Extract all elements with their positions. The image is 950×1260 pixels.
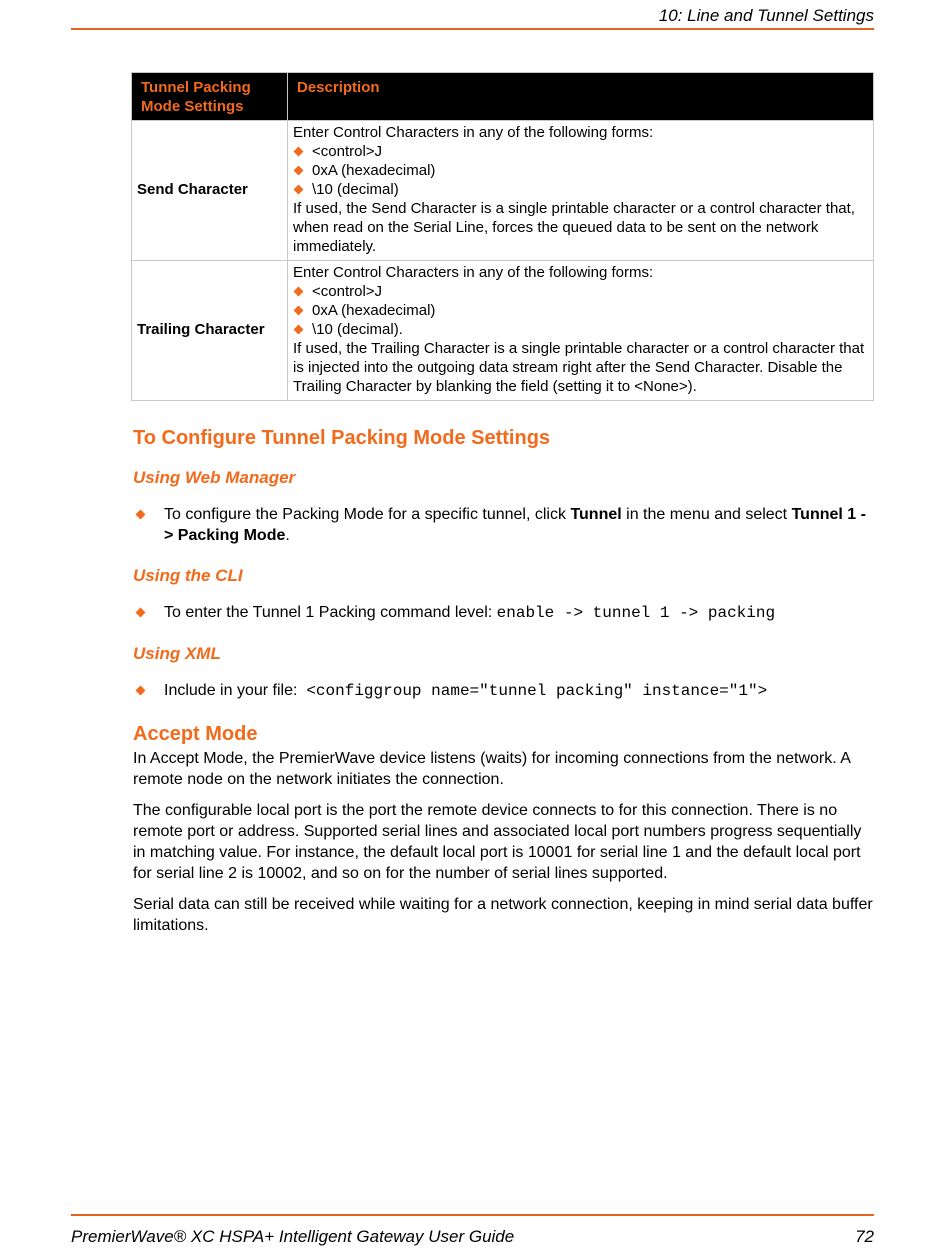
- table-header-row: [132, 73, 874, 121]
- cli-step: [133, 602, 874, 624]
- menu-tunnel: Tunnel: [570, 506, 622, 523]
- web-manager-heading: Using Web Manager: [133, 468, 296, 487]
- xml-code: <configgroup name="tunnel packing" instance="1">: [306, 682, 768, 700]
- step-text: in the menu and select: [621, 506, 792, 523]
- accept-paragraph-3: Serial data can still be received while waiting for a network connection, keeping in mind serial data buffer limitations.: [133, 896, 873, 934]
- page-number: 72: [855, 1227, 874, 1246]
- step-text: Include in your file:: [164, 682, 302, 699]
- web-manager-step: [133, 504, 874, 546]
- main-content: [133, 424, 874, 946]
- menu-path: Tunnel 1 -> Packing Mode: [164, 506, 866, 544]
- step-text: .: [285, 527, 290, 544]
- diamond-bullet-icon: [136, 510, 146, 520]
- header-rule: [71, 28, 874, 30]
- list-item-text: \10 (decimal): [312, 181, 399, 198]
- cli-heading: Using the CLI: [133, 566, 243, 585]
- chapter-header: 10: Line and Tunnel Settings: [658, 6, 874, 25]
- list-item: [293, 142, 868, 161]
- table-header-description: Description: [288, 73, 874, 121]
- diamond-bullet-icon: [294, 306, 304, 316]
- accept-mode-heading: Accept Mode: [133, 723, 258, 745]
- cli-command: enable -> tunnel 1 -> packing: [496, 604, 776, 622]
- diamond-bullet-icon: [294, 287, 304, 297]
- forms-list: [293, 142, 868, 199]
- setting-name: Trailing Character: [132, 261, 288, 401]
- list-item: [293, 161, 868, 180]
- step-text: To configure the Packing Mode for a specific tunnel, click: [164, 506, 571, 523]
- diamond-bullet-icon: [294, 166, 304, 176]
- list-item-text: <control>J: [312, 143, 383, 160]
- description-text: If used, the Send Character is a single printable character or a control character that, when read on the Serial Line, forces the queued data to be sent on the network immediately.: [293, 200, 855, 255]
- configure-heading: To Configure Tunnel Packing Mode Settings: [133, 427, 551, 449]
- diamond-bullet-icon: [136, 608, 146, 618]
- list-item-text: \10 (decimal).: [312, 321, 403, 338]
- table-header-setting: Tunnel Packing Mode Settings: [132, 73, 288, 121]
- list-item-text: 0xA (hexadecimal): [312, 162, 436, 179]
- diamond-bullet-icon: [136, 686, 146, 696]
- description-intro: Enter Control Characters in any of the following forms:: [293, 264, 654, 281]
- diamond-bullet-icon: [294, 325, 304, 335]
- settings-table: [131, 72, 874, 401]
- list-item: [293, 282, 868, 301]
- setting-description: [288, 261, 874, 401]
- footer-title: PremierWave® XC HSPA+ Intelligent Gateway User Guide: [71, 1227, 515, 1246]
- footer-rule: [71, 1214, 874, 1216]
- setting-name: Send Character: [132, 121, 288, 261]
- diamond-bullet-icon: [294, 147, 304, 157]
- xml-heading: Using XML: [133, 644, 221, 663]
- xml-step: [133, 680, 874, 702]
- description-intro: Enter Control Characters in any of the following forms:: [293, 124, 654, 141]
- list-item-text: 0xA (hexadecimal): [312, 302, 436, 319]
- accept-paragraph-2: The configurable local port is the port the remote device connects to for this connection. There is no remote port or address. Supported serial lines and associated local port numbers progress sequentially in matching value. For instance, the default local port is 10001 for serial line 1 and the default local port for serial line 2 is 10002, and so on for the number of serial lines supported.: [133, 802, 862, 882]
- setting-description: [288, 121, 874, 261]
- list-item: [293, 180, 868, 199]
- table-row: [132, 261, 874, 401]
- list-item: [293, 320, 868, 339]
- accept-paragraph-1: In Accept Mode, the PremierWave device listens (waits) for incoming connections from the network. A remote node on the network initiates the connection.: [133, 750, 851, 788]
- list-item-text: <control>J: [312, 283, 383, 300]
- step-text: To enter the Tunnel 1 Packing command level:: [164, 604, 497, 621]
- table-row: [132, 121, 874, 261]
- list-item: [293, 301, 868, 320]
- description-text: If used, the Trailing Character is a single printable character or a control character that is injected into the outgoing data stream right after the Send Character. Disable the Trailing Character by blanking the field (setting it to <None>).: [293, 340, 865, 395]
- forms-list: [293, 282, 868, 339]
- diamond-bullet-icon: [294, 185, 304, 195]
